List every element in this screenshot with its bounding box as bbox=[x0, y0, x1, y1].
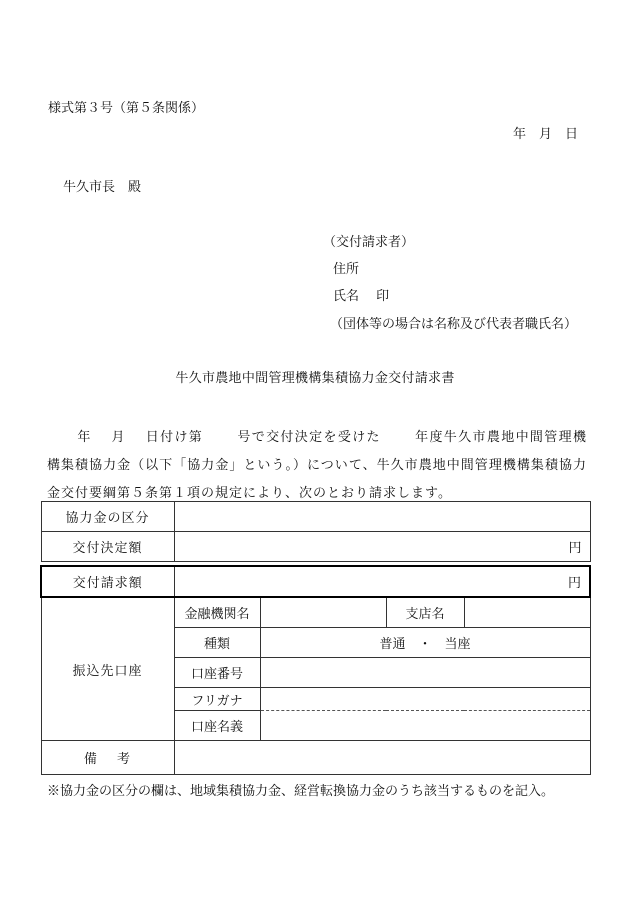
category-field[interactable] bbox=[174, 502, 590, 532]
yen-unit: 円 bbox=[567, 576, 581, 591]
date-line: 年 月 日 bbox=[512, 127, 578, 142]
requested-amount-field[interactable] bbox=[174, 566, 590, 597]
account-holder-label: 口座名義 bbox=[174, 711, 260, 741]
request-form-table bbox=[40, 501, 591, 775]
category-label: 協力金の区分 bbox=[41, 502, 174, 532]
applicant-note: （団体等の場合は名称及び代表者職氏名） bbox=[330, 317, 578, 332]
branch-name-field[interactable] bbox=[464, 597, 590, 628]
body-paragraph bbox=[47, 424, 587, 508]
decided-amount-field[interactable] bbox=[174, 532, 590, 562]
account-type-label: 種類 bbox=[174, 628, 260, 658]
footnote: ※協力金の区分の欄は、地域集積協力金、経営転換協力金のうち該当するものを記入。 bbox=[47, 784, 555, 799]
bank-account-label: 振込先口座 bbox=[41, 597, 174, 741]
furigana-field[interactable] bbox=[260, 688, 590, 711]
addressee: 牛久市長 殿 bbox=[63, 180, 142, 195]
category-row bbox=[41, 502, 590, 532]
furigana-label: フリガナ bbox=[174, 688, 260, 711]
decided-amount-label: 交付決定額 bbox=[41, 532, 174, 562]
bank-name-row bbox=[41, 597, 590, 628]
yen-unit: 円 bbox=[568, 541, 582, 556]
remarks-row bbox=[41, 741, 590, 775]
applicant-address-label: 住所 bbox=[333, 262, 360, 277]
account-number-label: 口座番号 bbox=[174, 658, 260, 688]
remarks-field[interactable] bbox=[174, 741, 590, 775]
body-text: 年 月 日付け第 号で交付決定を受けた 年度牛久市農地中間管理機構集積協力金（以下「協力金」という。）について、牛久市農地中間管理機構集積協力金交付要綱第５条第１項の規定により、次のとおり請求します。 bbox=[47, 430, 587, 501]
applicant-name-label: 氏名 印 bbox=[333, 289, 390, 304]
decided-amount-row bbox=[41, 532, 590, 562]
remarks-label: 備 考 bbox=[41, 741, 174, 775]
bank-name-label: 金融機関名 bbox=[174, 597, 260, 628]
applicant-label: （交付請求者） bbox=[323, 235, 415, 250]
account-holder-field[interactable] bbox=[260, 711, 590, 741]
requested-amount-row bbox=[41, 566, 590, 597]
requested-amount-label: 交付請求額 bbox=[41, 566, 174, 597]
branch-name-label: 支店名 bbox=[386, 597, 464, 628]
account-number-field[interactable] bbox=[260, 658, 590, 688]
bank-name-field[interactable] bbox=[260, 597, 386, 628]
document-title: 牛久市農地中間管理機構集積協力金交付請求書 bbox=[175, 371, 455, 386]
form-number: 様式第３号（第５条関係） bbox=[48, 101, 205, 116]
account-type-options[interactable]: 普通 ・ 当座 bbox=[260, 628, 590, 658]
